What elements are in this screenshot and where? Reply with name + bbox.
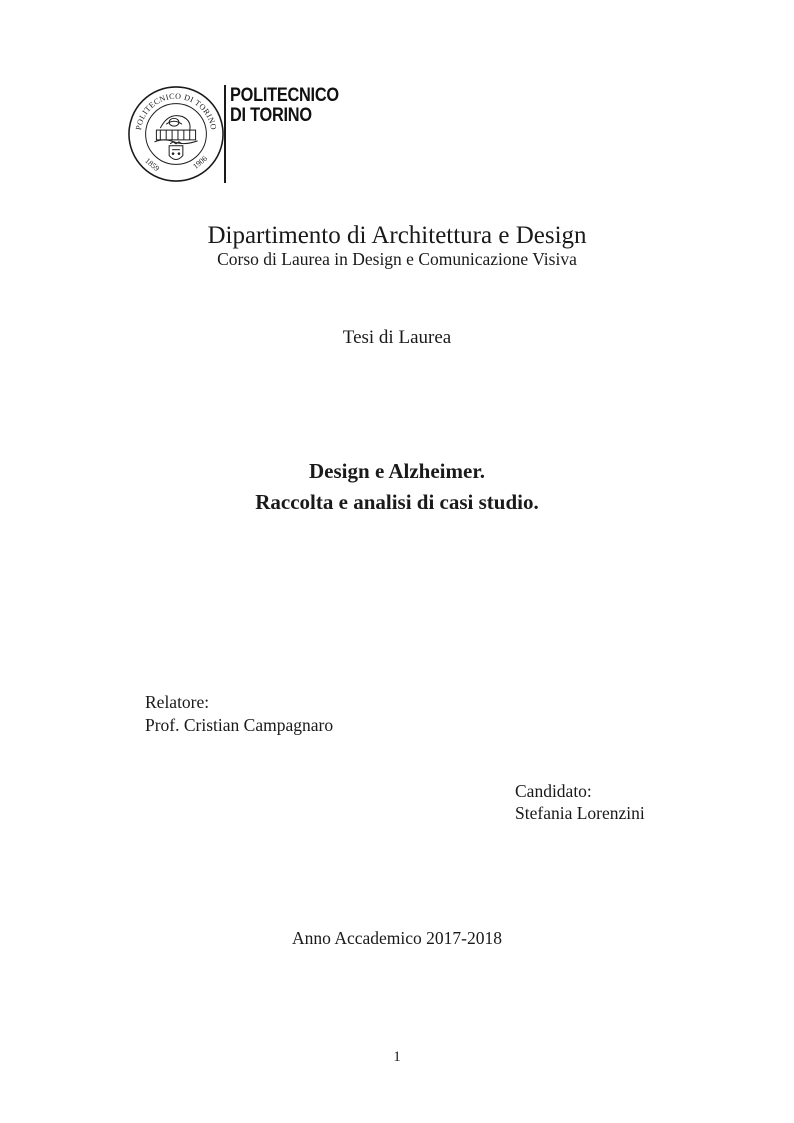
candidate-name: Stefania Lorenzini [515,803,645,823]
candidate-label: Candidato: [515,781,592,801]
page-number: 1 [393,1049,401,1065]
logo-divider [224,85,226,183]
wordmark-line-1: POLITECNICO [230,85,339,106]
seal-year-right: 1906 [191,153,209,171]
politecnico-seal-icon [127,85,225,183]
wordmark-line-2: DI TORINO [230,105,312,126]
department-heading: Dipartimento di Architettura e Design [207,222,587,249]
course-subheading: Corso di Laurea in Design e Comunicazione Visiva [217,249,577,269]
thesis-title-line-2: Raccolta e analisi di casi studio. [255,490,539,514]
politecnico-wordmark [230,86,339,126]
supervisor-label: Relatore: [145,692,210,712]
thesis-title-line-1: Design e Alzheimer. [309,459,485,483]
seal-ring-text: POLITECNICO DI TORINO [133,91,219,131]
thesis-type: Tesi di Laurea [342,327,452,348]
supervisor-name: Prof. Cristian Campagnaro [145,715,334,735]
academic-year: Anno Accademico 2017-2018 [292,928,502,948]
seal-year-left: 1859 [143,156,162,174]
